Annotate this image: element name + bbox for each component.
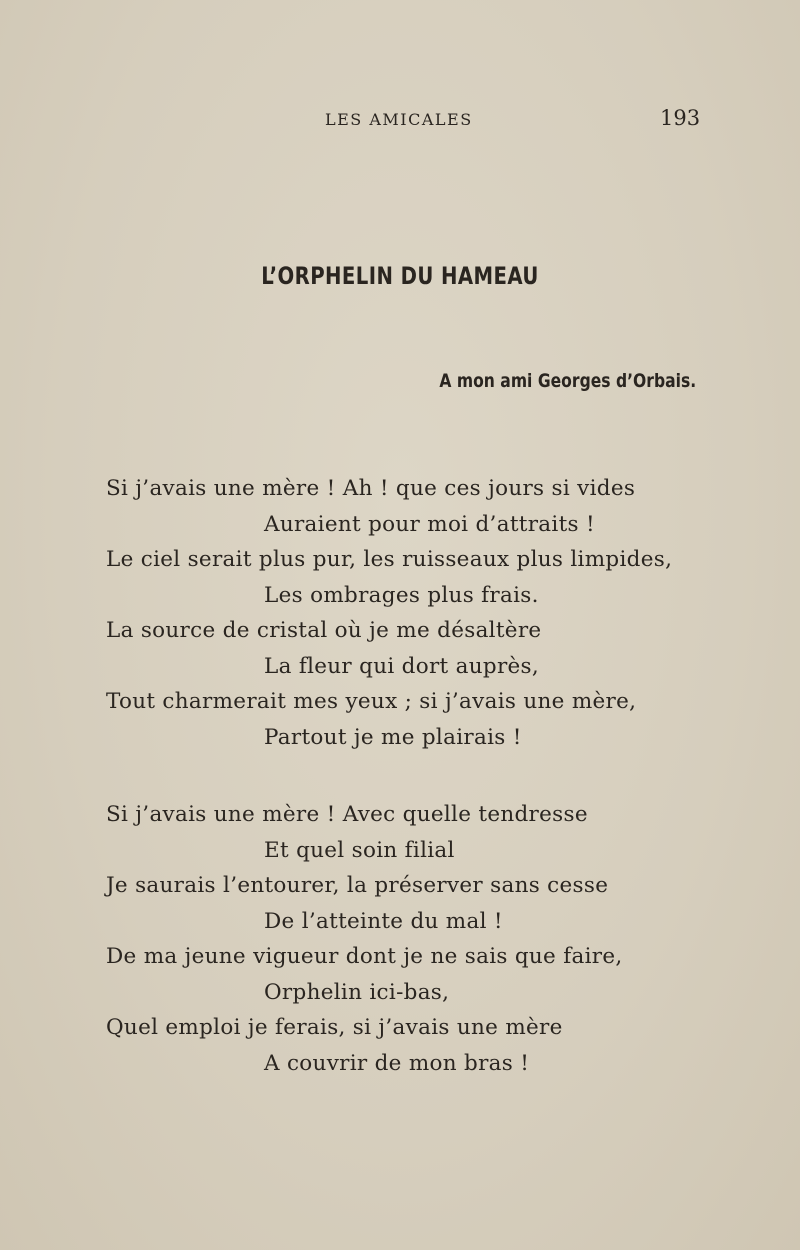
verse-line: Les ombrages plus frais.	[264, 582, 539, 608]
verse-line: La source de cristal où je me désaltère	[106, 618, 542, 643]
verse-line: De ma jeune vigueur dont je ne sais que faire,	[106, 944, 623, 969]
poem-dedication: A mon ami Georges d’Orbais.	[439, 370, 696, 392]
verse-line: Tout charmerait mes yeux ; si j’avais une mère,	[106, 689, 637, 714]
verse-line: Si j’avais une mère ! Ah ! que ces jours si vides	[106, 476, 636, 501]
verse-line: Partout je me plairais !	[264, 724, 522, 750]
verse-line: Je saurais l’entourer, la préserver sans cesse	[106, 873, 609, 898]
running-head: LES AMICALES	[325, 110, 473, 129]
poem-title: L’ORPHELIN DU HAMEAU	[261, 262, 539, 290]
verse-line: La fleur qui dort auprès,	[264, 653, 540, 679]
verse-line: Le ciel serait plus pur, les ruisseaux plus limpides,	[106, 547, 673, 572]
verse-line: De l’atteinte du mal !	[264, 908, 503, 934]
verse-line: A couvrir de mon bras !	[264, 1050, 530, 1076]
page-number: 193	[660, 106, 701, 130]
verse-line: Si j’avais une mère ! Avec quelle tendresse	[106, 802, 588, 827]
stanza	[106, 474, 696, 758]
verse-line: Quel emploi je ferais, si j’avais une mère	[106, 1015, 563, 1040]
verse-line: Orphelin ici-bas,	[264, 979, 450, 1005]
verse-line: Et quel soin filial	[264, 837, 455, 863]
stanza	[106, 800, 696, 1084]
verse-line: Auraient pour moi d’attraits !	[264, 511, 595, 537]
